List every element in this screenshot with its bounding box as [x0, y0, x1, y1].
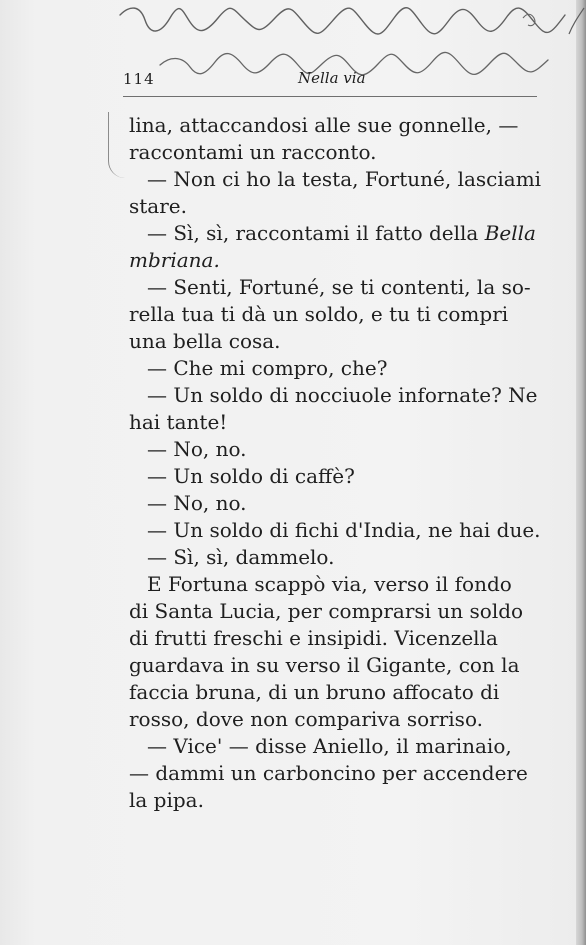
text-line-with-italic: [147, 220, 536, 247]
text-line: la pipa.: [129, 788, 204, 812]
text-line: guardava in su verso il Gigante, con la: [129, 653, 520, 677]
text-line: rosso, dove non compariva sorriso.: [129, 707, 483, 731]
text-line: — Che mi compro, che?: [147, 356, 388, 380]
text-line: faccia bruna, di un bruno affocato di: [129, 680, 500, 704]
page-edge-shadow: [576, 0, 586, 945]
page-header: [123, 62, 537, 92]
text-line: — No, no.: [147, 491, 247, 515]
text-line: — No, no.: [147, 437, 247, 461]
text-line: hai tante!: [129, 410, 228, 434]
text-line: — Un soldo di nocciuole infornate? Ne: [147, 383, 538, 407]
text-line: stare.: [129, 194, 187, 218]
text-line: lina, attaccandosi alle sue gonnelle, —: [129, 113, 519, 137]
text-line: — Non ci ho la testa, Fortuné, lasciami: [147, 167, 542, 191]
text-line: — Vice' — disse Aniello, il marinaio,: [147, 734, 512, 758]
text-line: di Santa Lucia, per comprarsi un soldo: [129, 599, 524, 623]
running-title: Nella via: [298, 69, 366, 87]
text-line: raccontami un racconto.: [129, 140, 377, 164]
text-line: — Senti, Fortuné, se ti contenti, la so-: [147, 275, 531, 299]
text-fragment: — Sì, sì, raccontami il fatto della: [147, 221, 485, 245]
text-line: — dammi un carboncino per accendere: [129, 761, 528, 785]
text-line: E Fortuna scappò via, verso il fondo: [147, 572, 512, 596]
text-line-italic: [129, 247, 220, 274]
text-line: — Un soldo di fichi d'India, ne hai due.: [147, 518, 541, 542]
text-line: — Un soldo di caffè?: [147, 464, 355, 488]
text-line: una bella cosa.: [129, 329, 281, 353]
italic-fragment: mbriana.: [129, 248, 220, 272]
page-number: 114: [123, 70, 155, 88]
text-line: di frutti freschi e insipidi. Vicenzella: [129, 626, 498, 650]
header-rule: [123, 96, 537, 97]
text-line: — Sì, sì, dammelo.: [147, 545, 335, 569]
italic-fragment: Bella: [484, 221, 536, 245]
text-line: rella tua ti dà un soldo, e tu ti compri: [129, 302, 509, 326]
margin-bracket-mark: [108, 112, 125, 178]
